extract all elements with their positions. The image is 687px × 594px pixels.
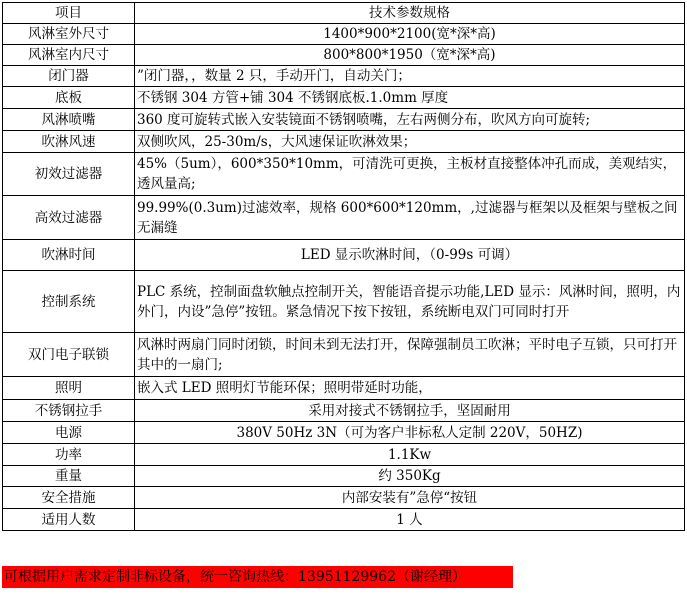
row-value: LED 显示吹淋时间，（0-99s 可调）	[135, 240, 685, 271]
table-row	[3, 271, 685, 333]
row-value: 风淋时两扇门同时闭锁，时间未到无法打开，保障强制员工吹淋；平时电子互锁，只可打开其中的一扇门;	[135, 333, 685, 377]
row-value: 内部安装有”急停“按钮	[135, 487, 685, 509]
row-key: 电源	[3, 422, 135, 444]
row-value: 不锈钢 304 方管+铺 304 不锈钢底板.1.0mm 厚度	[135, 87, 685, 109]
row-value: 双侧吹风，25-30m/s，大风速保证吹淋效果；	[135, 131, 685, 153]
row-value: 采用对接式不锈钢拉手，坚固耐用	[135, 400, 685, 422]
hotline-banner: 可根据用户需求定制非标设备，统一咨询热线：13951129962（谢经理）	[2, 566, 513, 588]
row-value: 1400*900*2100(宽*深*高)	[135, 24, 685, 45]
table-row	[3, 466, 685, 487]
row-key: 底板	[3, 87, 135, 109]
row-key: 照明	[3, 377, 135, 400]
row-key: 高效过滤器	[3, 196, 135, 240]
row-value: 800*800*1950（宽*深*高)	[135, 45, 685, 66]
header-value: 技术参数规格	[135, 3, 685, 24]
row-key: 风淋喷嘴	[3, 109, 135, 131]
table-row	[3, 240, 685, 271]
row-key: 吹淋时间	[3, 240, 135, 271]
header-key: 项目	[3, 3, 135, 24]
row-key: 不锈钢拉手	[3, 400, 135, 422]
row-value: 45%（5um），600*350*10mm，可清洗可更换，主板材直接整体冲孔而成，美观结实，透风量高;	[135, 153, 685, 196]
table-row	[3, 509, 685, 531]
row-key: 适用人数	[3, 509, 135, 531]
table-row	[3, 109, 685, 131]
table-row	[3, 333, 685, 377]
table-row	[3, 24, 685, 45]
row-key: 闭门器	[3, 66, 135, 87]
table-row	[3, 45, 685, 66]
row-value: 嵌入式 LED 照明灯节能环保；照明带延时功能，	[135, 377, 685, 400]
table-row	[3, 196, 685, 240]
spec-table	[2, 2, 685, 531]
row-key: 安全措施	[3, 487, 135, 509]
row-value: 99.99%(0.3um)过滤效率，规格 600*600*120mm，,过滤器与框架以及框架与壁板之间无漏缝	[135, 196, 685, 240]
row-value: 约 350Kg	[135, 466, 685, 487]
row-value: 1.1Kw	[135, 444, 685, 466]
row-value: 360 度可旋转式嵌入安装镜面不锈钢喷嘴，左右两侧分布，吹风方向可旋转;	[135, 109, 685, 131]
row-value: PLC 系统，控制面盘软触点控制开关，智能语音提示功能,LED 显示：风淋时间，照明，内外门，内设”急停”按钮。紧急情况下按下按钮，系统断电双门可同时打开	[135, 271, 685, 333]
row-key: 风淋室内尺寸	[3, 45, 135, 66]
table-row	[3, 153, 685, 196]
row-value: 1 人	[135, 509, 685, 531]
row-key: 双门电子联锁	[3, 333, 135, 377]
row-key: 控制系统	[3, 271, 135, 333]
row-value: ”闭门器，，数量 2 只，手动开门，自动关门；	[135, 66, 685, 87]
table-row	[3, 422, 685, 444]
row-key: 重量	[3, 466, 135, 487]
row-key: 初效过滤器	[3, 153, 135, 196]
table-row	[3, 487, 685, 509]
row-key: 功率	[3, 444, 135, 466]
table-row	[3, 66, 685, 87]
row-key: 风淋室外尺寸	[3, 24, 135, 45]
row-key: 吹淋风速	[3, 131, 135, 153]
table-row	[3, 87, 685, 109]
table-row	[3, 444, 685, 466]
row-value: 380V 50Hz 3N（可为客户非标私人定制 220V，50HZ)	[135, 422, 685, 444]
table-header-row	[3, 3, 685, 24]
table-row	[3, 377, 685, 400]
table-row	[3, 400, 685, 422]
table-row	[3, 131, 685, 153]
